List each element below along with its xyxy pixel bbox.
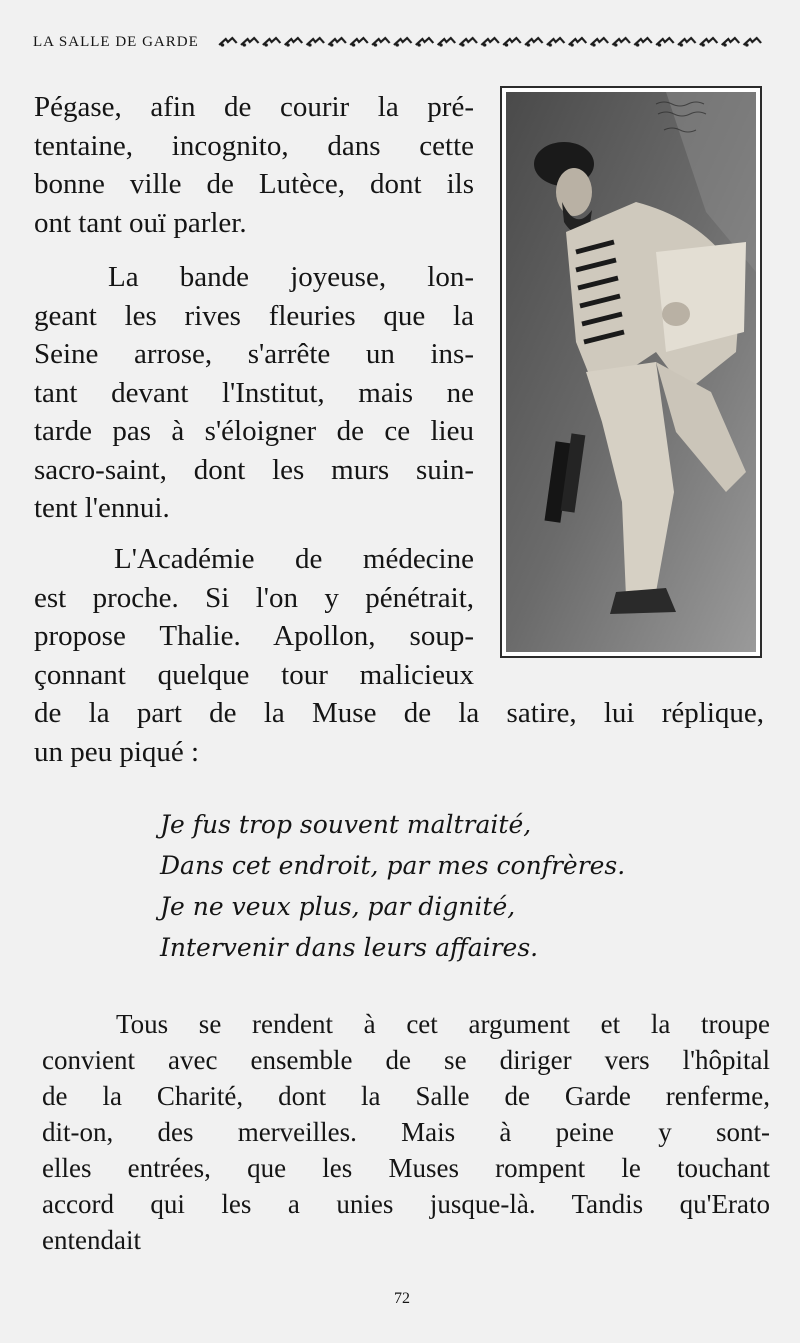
text-line: ont tant ouï parler. bbox=[34, 206, 247, 239]
fleuron-border-icon bbox=[217, 36, 763, 48]
text-line: de la part de la Muse de la satire, lui réplique, bbox=[34, 697, 764, 729]
text-line: bonne ville de Lutèce, dont ils bbox=[34, 168, 474, 200]
text-line: La bande joyeuse, lon- bbox=[108, 261, 474, 293]
text-line: geant les rives fleuries que la bbox=[34, 299, 474, 332]
paragraph-3-narrow bbox=[34, 540, 474, 694]
text-line: tent l'ennui. bbox=[34, 492, 170, 524]
text-line: Seine arrose, s'arrête un ins- bbox=[34, 338, 474, 370]
illustration-plate bbox=[500, 86, 762, 658]
verse-line: Je ne veux plus, par dignité, bbox=[160, 892, 516, 921]
paragraph-3-wide bbox=[34, 694, 764, 771]
paragraph-2 bbox=[34, 258, 474, 528]
text-line: sacro-saint, dont les murs suin- bbox=[34, 453, 474, 486]
verse-line: Dans cet endroit, par mes confrères. bbox=[160, 851, 626, 880]
running-head bbox=[33, 32, 763, 52]
text-line: tentaine, incognito, dans cette bbox=[34, 129, 474, 162]
running-title: LA SALLE DE GARDE bbox=[33, 33, 199, 50]
text-line: tant devant l'Institut, mais ne bbox=[34, 376, 474, 409]
text-line: Pégase, afin de courir la pré- bbox=[34, 91, 474, 123]
text-line: çonnant quelque tour malicieux bbox=[34, 658, 474, 691]
sketch-figure-icon bbox=[506, 92, 756, 652]
text-line: convient avec ensemble de se diriger vers l'hôpital bbox=[42, 1045, 770, 1075]
text-line: L'Académie de médecine bbox=[114, 543, 474, 575]
text-line: entendait bbox=[42, 1225, 141, 1255]
text-line: Tous se rendent à cet argument et la troupe bbox=[116, 1009, 770, 1039]
paragraph-1 bbox=[34, 88, 474, 242]
text-line: tarde pas à s'éloigner de ce lieu bbox=[34, 415, 474, 447]
text-line: de la Charité, dont la Salle de Garde renferme, bbox=[42, 1081, 770, 1111]
verse-line: Intervenir dans leurs affaires. bbox=[160, 933, 539, 962]
page-number: 72 bbox=[394, 1290, 410, 1307]
verse-line: Je fus trop souvent maltraité, bbox=[160, 810, 532, 839]
text-line: un peu piqué : bbox=[34, 735, 200, 768]
verse-quatrain bbox=[160, 804, 625, 968]
text-line: propose Thalie. Apollon, soup- bbox=[34, 620, 474, 652]
text-line: elles entrées, que les Muses rompent le touchant bbox=[42, 1153, 770, 1183]
text-line: est proche. Si l'on y pénétrait, bbox=[34, 581, 474, 614]
text-line: accord qui les a unies jusque-là. Tandis qu'Erato bbox=[42, 1189, 770, 1219]
paragraph-4 bbox=[42, 1006, 770, 1258]
text-line: dit-on, des merveilles. Mais à peine y sont- bbox=[42, 1117, 770, 1147]
